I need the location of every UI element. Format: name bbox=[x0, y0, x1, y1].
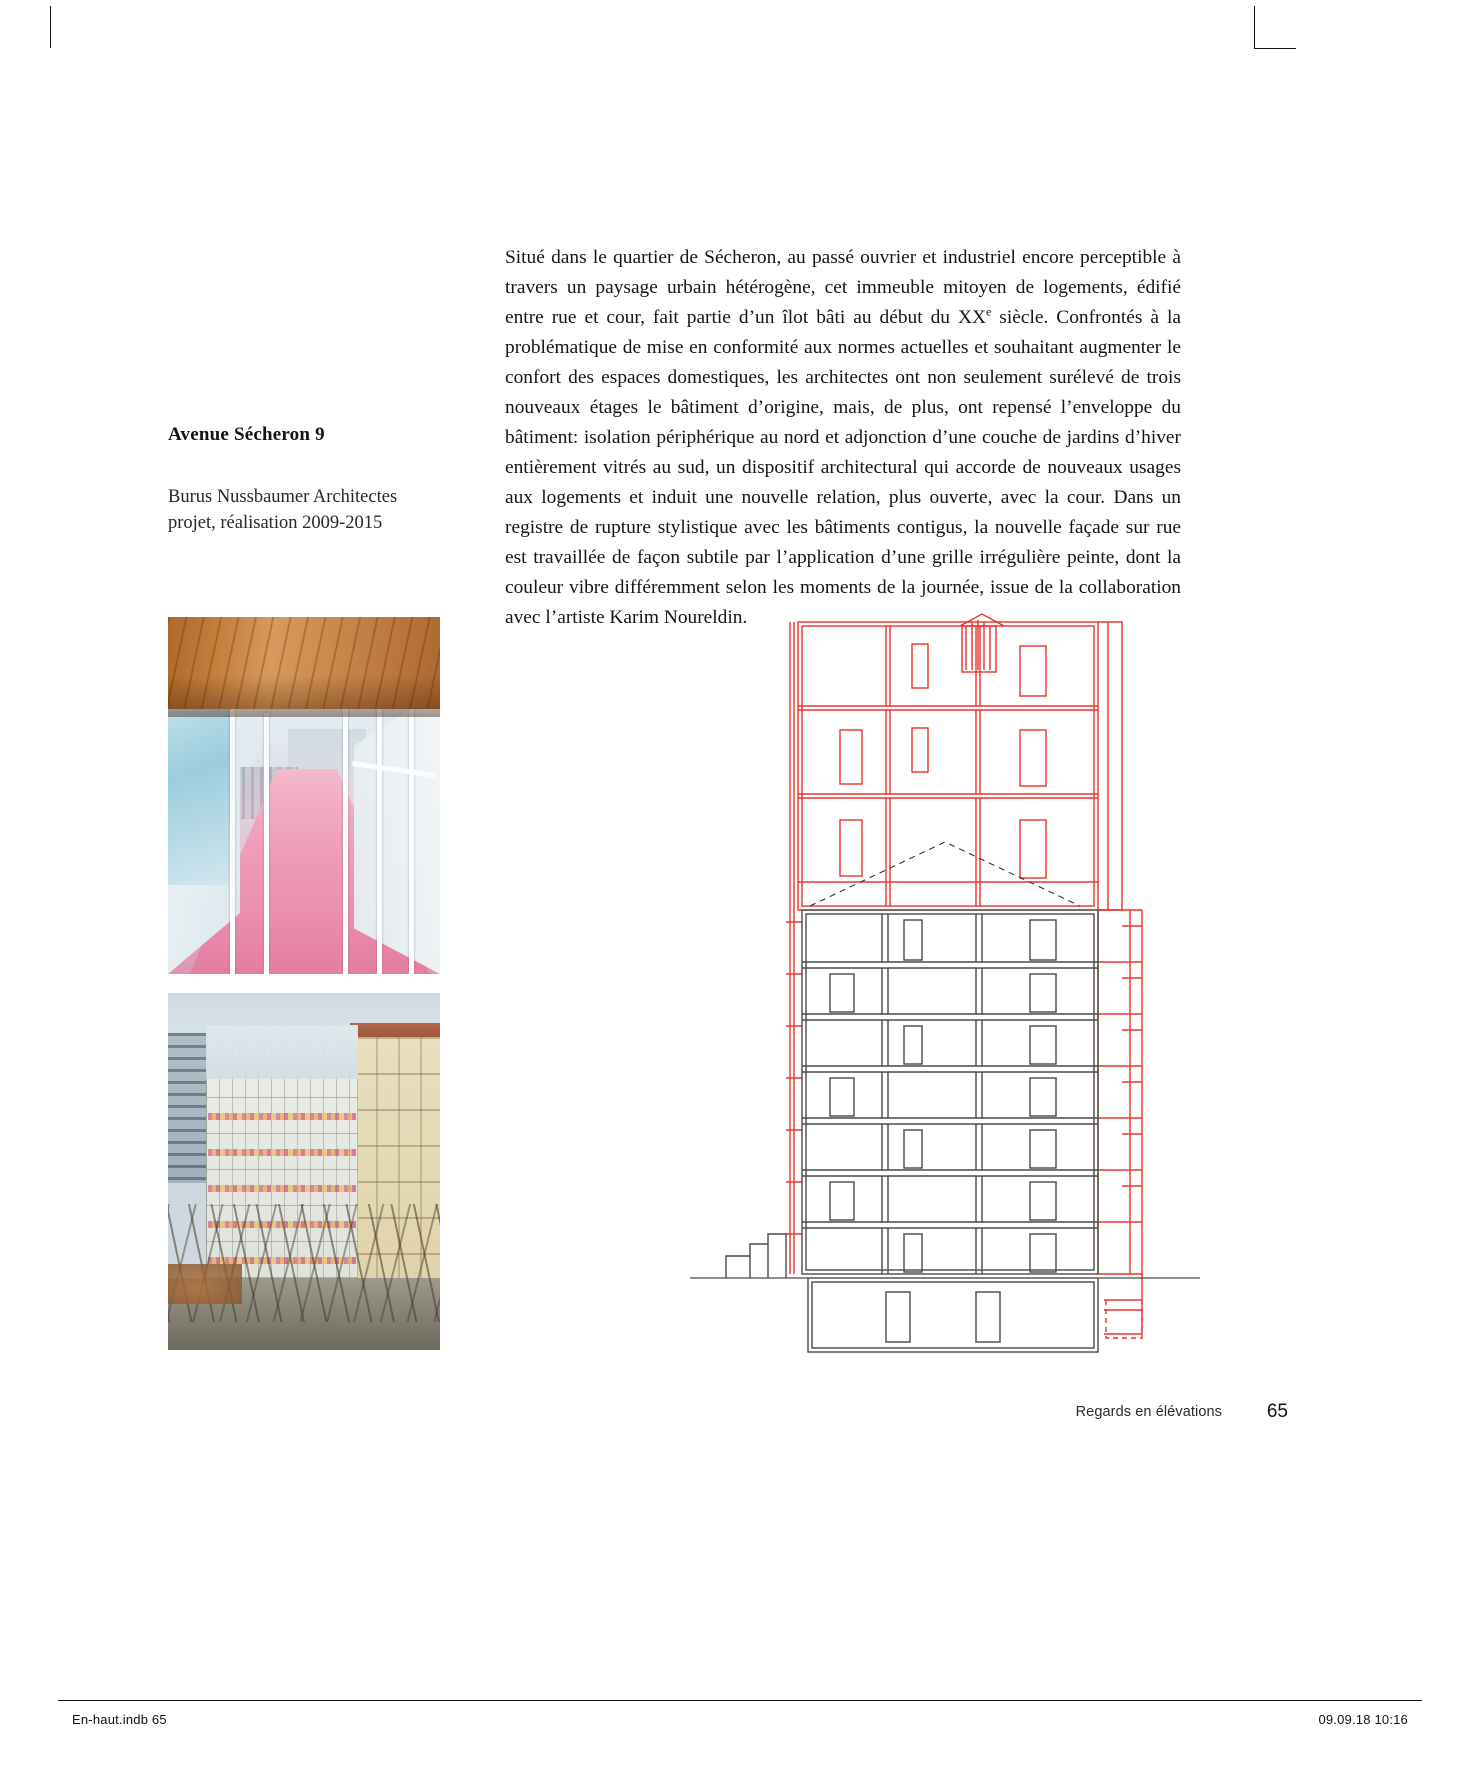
project-info-column bbox=[168, 424, 468, 537]
facade-balcony-planting-1 bbox=[208, 1113, 356, 1120]
corridor-mullion-2 bbox=[264, 713, 269, 974]
footer-chapter-title: Regards en élévations bbox=[1075, 1404, 1222, 1420]
facade-bare-trees bbox=[168, 1204, 440, 1322]
project-credits bbox=[168, 484, 468, 537]
description-part-2: siècle. Confrontés à la problématique de mise en conformité aux normes actuelles et souhaitant augmenter le confort des espaces domestiques, les architectes ont non seulement surélevé de trois nouveaux étages le bâtiment d’origine, mais, de plus, ont repensé l’enveloppe du bâtiment: isolation périphérique au nord et adjonction d’une couche de jardins d’hiver entièrement vitrés au sud, un dispositif architectural qui accorde de nouveaux usages aux logements et induit une nouvelle relation, plus ouverte, avec la cour. Dans un registre de rupture stylistique avec les bâtiments contigus, la nouvelle façade sur rue est travaillée de façon subtile par l’application d’une grille irrégulière peinte, dont la couleur vibre différemment selon les moments de la journée, issue de la collaboration avec l’artiste Karim Noureldin. bbox=[505, 307, 1181, 629]
footer-page-number: 65 bbox=[1266, 1401, 1288, 1422]
crop-mark-top-left bbox=[50, 6, 51, 48]
section-existing-building bbox=[690, 910, 1200, 1352]
project-description bbox=[505, 243, 1181, 633]
credit-phase: projet, réalisation 2009-2015 bbox=[168, 513, 383, 534]
facade-balcony-planting-3 bbox=[208, 1185, 356, 1192]
description-part-1: Situé dans le quartier de Sécheron, au passé ouvrier et industriel encore perceptible à travers un paysage urbain hétérogène, cet immeuble mitoyen de logements, édifié entre rue et cour, fait partie d’un îlot bâti au début du XX bbox=[505, 247, 1181, 329]
print-slug-timestamp: 09.09.18 10:16 bbox=[1318, 1712, 1408, 1727]
facade-shrub bbox=[168, 1264, 242, 1304]
print-slug-file: En-haut.indb 65 bbox=[72, 1712, 167, 1727]
corridor-mullion-4 bbox=[377, 701, 382, 974]
corridor-mullion-5 bbox=[409, 693, 414, 974]
facade-top-storeys-glazing bbox=[206, 1025, 358, 1079]
corridor-mullion-3 bbox=[343, 709, 348, 974]
corridor-ceiling-shadow bbox=[168, 675, 440, 717]
slug-divider bbox=[58, 1700, 1422, 1701]
page-title: Avenue Sécheron 9 bbox=[168, 424, 325, 445]
crop-mark-corner-right bbox=[1254, 48, 1296, 49]
section-original-roof-line bbox=[810, 842, 1080, 906]
photo-street-facade bbox=[168, 993, 440, 1350]
building-section-drawing bbox=[690, 610, 1200, 1370]
corridor-mullion-1 bbox=[230, 687, 235, 974]
photo-balcony-corridor bbox=[168, 617, 440, 974]
section-new-construction bbox=[786, 614, 1142, 1338]
corridor-left-glazing bbox=[168, 695, 234, 885]
facade-balcony-planting-2 bbox=[208, 1149, 356, 1156]
ordinal-superscript: e bbox=[985, 304, 992, 319]
credit-architects: Burus Nussbaumer Architectes bbox=[168, 487, 398, 507]
crop-mark-top-right bbox=[1254, 6, 1255, 48]
